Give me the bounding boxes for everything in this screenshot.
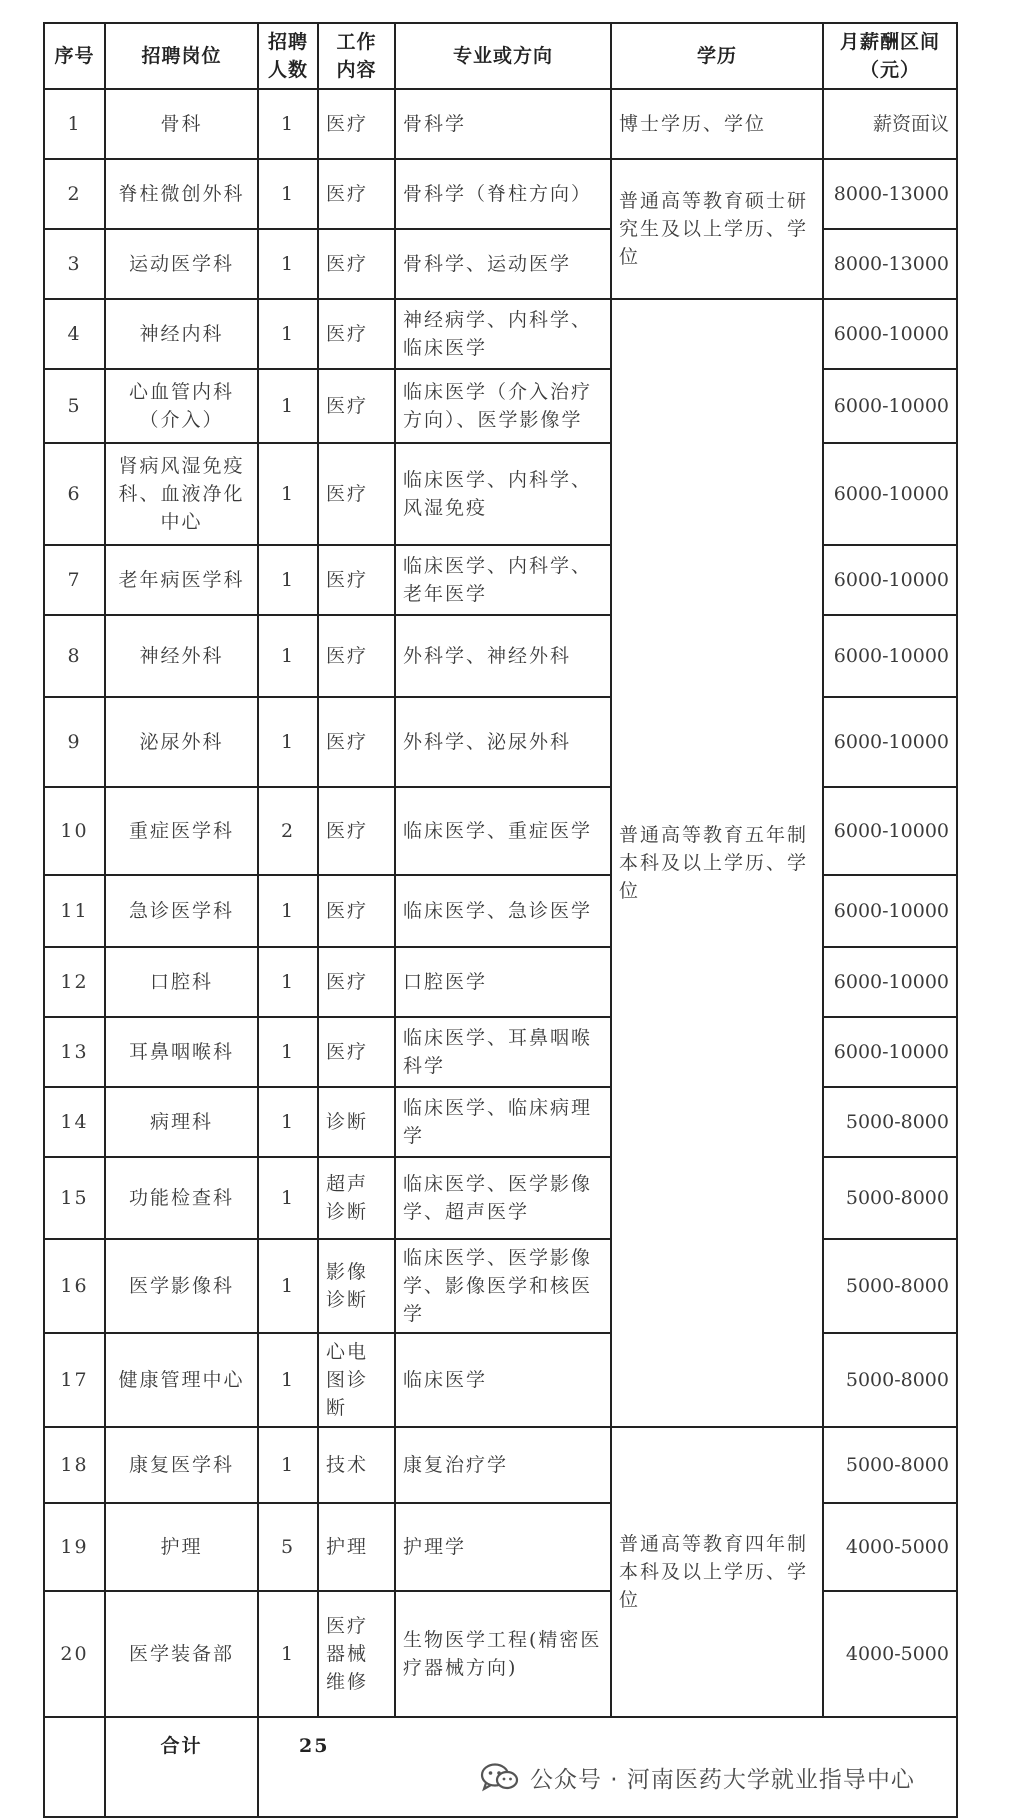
cell-work: 医疗 — [318, 229, 395, 299]
cell-major: 骨科学 — [395, 89, 611, 159]
cell-work: 医疗 — [318, 545, 395, 615]
cell-seq: 7 — [44, 545, 105, 615]
cell-seq: 1 — [44, 89, 105, 159]
cell-work: 技术 — [318, 1427, 395, 1503]
cell-count: 1 — [258, 1087, 318, 1157]
cell-position: 功能检查科 — [105, 1157, 258, 1239]
cell-major: 临床医学、医学影像学、超声医学 — [395, 1157, 611, 1239]
cell-seq: 15 — [44, 1157, 105, 1239]
cell-major: 生物医学工程(精密医疗器械方向) — [395, 1591, 611, 1717]
cell-work: 超声诊断 — [318, 1157, 395, 1239]
cell-salary: 6000-10000 — [823, 299, 957, 369]
cell-count: 1 — [258, 947, 318, 1017]
cell-salary: 6000-10000 — [823, 615, 957, 697]
cell-position: 泌尿外科 — [105, 697, 258, 787]
header-work: 工作 内容 — [318, 23, 395, 89]
watermark-text: 公众号 · 河南医药大学就业指导中心 — [530, 1766, 915, 1793]
cell-seq: 8 — [44, 615, 105, 697]
cell-major: 临床医学、内科学、风湿免疫 — [395, 443, 611, 545]
header-education: 学历 — [611, 23, 823, 89]
cell-salary: 5000-8000 — [823, 1157, 957, 1239]
cell-seq: 2 — [44, 159, 105, 229]
cell-seq: 12 — [44, 947, 105, 1017]
cell-position: 急诊医学科 — [105, 875, 258, 947]
cell-salary: 4000-5000 — [823, 1591, 957, 1717]
cell-salary: 6000-10000 — [823, 1017, 957, 1087]
cell-salary: 5000-8000 — [823, 1087, 957, 1157]
cell-position: 健康管理中心 — [105, 1333, 258, 1427]
cell-count: 1 — [258, 615, 318, 697]
cell-major: 外科学、泌尿外科 — [395, 697, 611, 787]
cell-work: 医疗 — [318, 369, 395, 443]
cell-seq: 11 — [44, 875, 105, 947]
cell-salary: 4000-5000 — [823, 1503, 957, 1591]
recruitment-table — [43, 22, 958, 1818]
cell-work: 医疗 — [318, 947, 395, 1017]
cell-work: 医疗 — [318, 443, 395, 545]
cell-count: 1 — [258, 229, 318, 299]
cell-salary: 薪资面议 — [823, 89, 957, 159]
cell-education: 普通高等教育四年制本科及以上学历、学位 — [611, 1427, 823, 1717]
cell-position: 康复医学科 — [105, 1427, 258, 1503]
cell-work: 护理 — [318, 1503, 395, 1591]
cell-education: 普通高等教育硕士研究生及以上学历、学位 — [611, 159, 823, 299]
cell-position: 老年病医学科 — [105, 545, 258, 615]
cell-major: 临床医学、医学影像学、影像医学和核医学 — [395, 1239, 611, 1333]
cell-count: 2 — [258, 787, 318, 875]
cell-seq: 5 — [44, 369, 105, 443]
cell-count: 1 — [258, 1333, 318, 1427]
table-row — [44, 159, 957, 229]
cell-count: 1 — [258, 545, 318, 615]
cell-seq: 16 — [44, 1239, 105, 1333]
cell-count: 1 — [258, 875, 318, 947]
cell-count: 1 — [258, 89, 318, 159]
cell-work: 医疗 — [318, 159, 395, 229]
cell-seq: 4 — [44, 299, 105, 369]
cell-count: 1 — [258, 299, 318, 369]
cell-seq: 10 — [44, 787, 105, 875]
cell-salary: 6000-10000 — [823, 947, 957, 1017]
cell-major: 骨科学（脊柱方向） — [395, 159, 611, 229]
cell-major: 临床医学、重症医学 — [395, 787, 611, 875]
cell-major: 临床医学、耳鼻咽喉科学 — [395, 1017, 611, 1087]
cell-seq: 19 — [44, 1503, 105, 1591]
cell-position: 医学装备部 — [105, 1591, 258, 1717]
cell-seq: 3 — [44, 229, 105, 299]
cell-work: 医疗 — [318, 615, 395, 697]
table-row — [44, 299, 957, 369]
cell-education: 普通高等教育五年制本科及以上学历、学位 — [611, 299, 823, 1427]
cell-major: 临床医学、急诊医学 — [395, 875, 611, 947]
cell-position: 病理科 — [105, 1087, 258, 1157]
cell-count: 1 — [258, 159, 318, 229]
cell-work: 影像诊断 — [318, 1239, 395, 1333]
header-salary: 月薪酬区间 （元） — [823, 23, 957, 89]
cell-position: 肾病风湿免疫科、血液净化中心 — [105, 443, 258, 545]
cell-salary: 5000-8000 — [823, 1239, 957, 1333]
cell-work: 医疗 — [318, 299, 395, 369]
cell-work: 医疗 — [318, 875, 395, 947]
cell-salary: 6000-10000 — [823, 697, 957, 787]
cell-count: 5 — [258, 1503, 318, 1591]
total-label: 合计 — [105, 1717, 258, 1817]
watermark — [480, 1757, 915, 1797]
cell-position: 医学影像科 — [105, 1239, 258, 1333]
cell-count: 1 — [258, 1239, 318, 1333]
total-count: 25 — [258, 1717, 957, 1817]
cell-major: 神经病学、内科学、临床医学 — [395, 299, 611, 369]
cell-count: 1 — [258, 697, 318, 787]
cell-work: 医疗器械维修 — [318, 1591, 395, 1717]
table-row — [44, 1427, 957, 1503]
cell-count: 1 — [258, 1157, 318, 1239]
cell-major: 临床医学（介入治疗方向）、医学影像学 — [395, 369, 611, 443]
cell-count: 1 — [258, 1427, 318, 1503]
cell-work: 医疗 — [318, 89, 395, 159]
cell-position: 神经内科 — [105, 299, 258, 369]
cell-position: 运动医学科 — [105, 229, 258, 299]
cell-work: 医疗 — [318, 787, 395, 875]
cell-seq: 6 — [44, 443, 105, 545]
cell-salary: 5000-8000 — [823, 1427, 957, 1503]
cell-work: 诊断 — [318, 1087, 395, 1157]
cell-work: 心电图诊断 — [318, 1333, 395, 1427]
cell-major: 护理学 — [395, 1503, 611, 1591]
cell-position: 脊柱微创外科 — [105, 159, 258, 229]
header-count: 招聘 人数 — [258, 23, 318, 89]
cell-salary: 6000-10000 — [823, 787, 957, 875]
cell-salary: 5000-8000 — [823, 1333, 957, 1427]
cell-seq: 17 — [44, 1333, 105, 1427]
cell-count: 1 — [258, 443, 318, 545]
cell-major: 骨科学、运动医学 — [395, 229, 611, 299]
cell-major: 临床医学 — [395, 1333, 611, 1427]
cell-salary: 8000-13000 — [823, 229, 957, 299]
cell-major: 临床医学、内科学、老年医学 — [395, 545, 611, 615]
wechat-icon — [480, 1762, 520, 1792]
cell-work: 医疗 — [318, 697, 395, 787]
cell-major: 口腔医学 — [395, 947, 611, 1017]
cell-position: 口腔科 — [105, 947, 258, 1017]
cell-position: 心血管内科（介入） — [105, 369, 258, 443]
cell-salary: 8000-13000 — [823, 159, 957, 229]
cell-salary: 6000-10000 — [823, 545, 957, 615]
cell-position: 护理 — [105, 1503, 258, 1591]
table-header-row — [44, 23, 957, 89]
cell-position: 耳鼻咽喉科 — [105, 1017, 258, 1087]
cell-position: 神经外科 — [105, 615, 258, 697]
cell-work: 医疗 — [318, 1017, 395, 1087]
cell-major: 临床医学、临床病理学 — [395, 1087, 611, 1157]
cell-seq: 9 — [44, 697, 105, 787]
cell-seq: 14 — [44, 1087, 105, 1157]
cell-count: 1 — [258, 369, 318, 443]
header-position: 招聘岗位 — [105, 23, 258, 89]
cell-seq: 20 — [44, 1591, 105, 1717]
header-major: 专业或方向 — [395, 23, 611, 89]
cell-salary: 6000-10000 — [823, 443, 957, 545]
cell-salary: 6000-10000 — [823, 369, 957, 443]
header-seq: 序号 — [44, 23, 105, 89]
cell-position: 骨科 — [105, 89, 258, 159]
table-row — [44, 89, 957, 159]
cell-position: 重症医学科 — [105, 787, 258, 875]
cell-seq: 13 — [44, 1017, 105, 1087]
cell-count: 1 — [258, 1017, 318, 1087]
cell-count: 1 — [258, 1591, 318, 1717]
cell-major: 康复治疗学 — [395, 1427, 611, 1503]
cell-empty — [44, 1717, 105, 1817]
cell-salary: 6000-10000 — [823, 875, 957, 947]
cell-education: 博士学历、学位 — [611, 89, 823, 159]
cell-major: 外科学、神经外科 — [395, 615, 611, 697]
cell-seq: 18 — [44, 1427, 105, 1503]
